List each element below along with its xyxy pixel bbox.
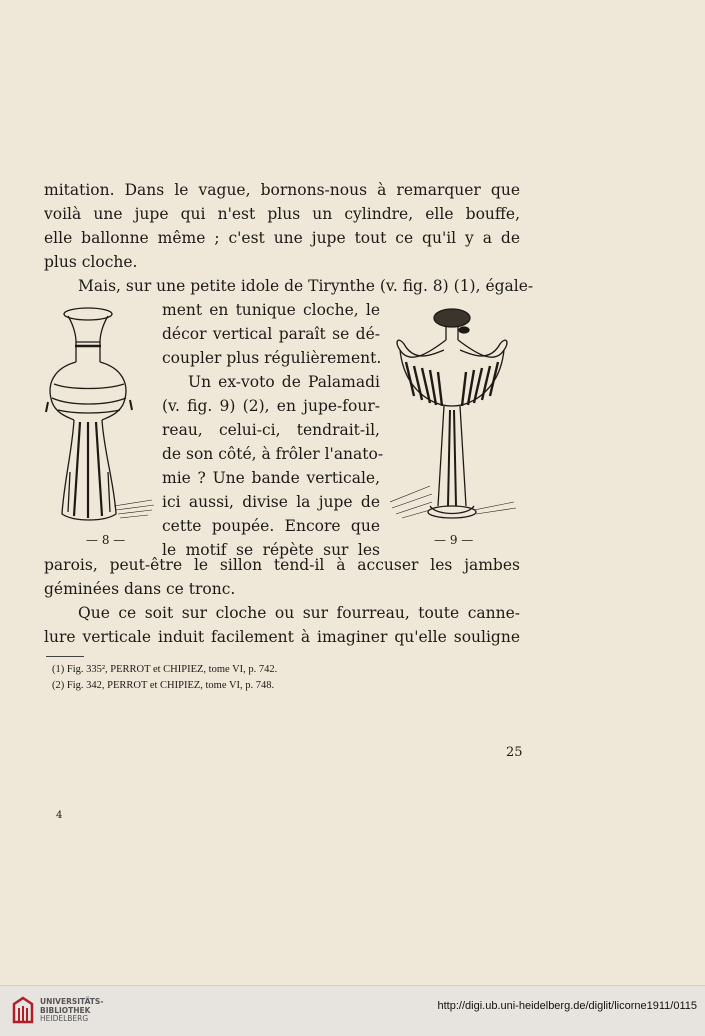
figure-9-caption: — 9 —: [434, 533, 474, 547]
text-line: (v. fig. 9) (2), en jupe-four-: [162, 397, 380, 415]
page-url-link[interactable]: http://digi.ub.uni-heidelberg.de/diglit/licorne1911/0115: [437, 1000, 697, 1012]
printer-signature: 4: [56, 810, 63, 821]
text-line: de son côté, à frôler l'anato-: [162, 445, 384, 463]
page-number: 25: [506, 745, 523, 760]
text-line: elle ballonne même ; c'est une jupe tout ce qu'il y a de: [44, 229, 520, 247]
footnote: (2) Fig. 342, PERROT et CHIPIEZ, tome VI, p. 748.: [52, 680, 275, 691]
figure-8-caption: — 8 —: [86, 533, 126, 547]
library-name-line: HEIDELBERG: [40, 1014, 89, 1023]
university-library-logo-icon: [10, 994, 36, 1026]
text-line-indent: Un ex-voto de Palamadi: [188, 373, 380, 391]
viewer-footer: [0, 985, 705, 1036]
text-line-indent: Que ce soit sur cloche ou sur fourreau, toute canne-: [78, 604, 520, 622]
text-line: plus cloche.: [44, 253, 138, 271]
text-line: cette poupée. Encore que: [162, 517, 380, 535]
text-line-indent: Mais, sur une petite idole de Tirynthe (v. fig. 8) (1), égale-: [78, 277, 534, 295]
text-line: décor vertical paraît se dé-: [162, 325, 380, 343]
text-line: lure verticale induit facilement à imaginer qu'elle souligne: [44, 628, 520, 646]
footnote: (1) Fig. 335², PERROT et CHIPIEZ, tome VI, p. 742.: [52, 664, 278, 675]
library-name-line: UNIVERSITÄTS-: [40, 997, 104, 1006]
footnote-rule: [46, 656, 84, 657]
text-line: parois, peut-être le sillon tend-il à accuser les jambes: [44, 556, 520, 574]
text-line: ment en tunique cloche, le: [162, 301, 380, 319]
text-line: ici aussi, divise la jupe de: [162, 493, 380, 511]
text-line: reau, celui-ci, tendrait-il,: [162, 421, 380, 439]
library-name: [40, 998, 103, 1024]
text-line: le motif se répète sur les: [162, 541, 380, 559]
text-line: voilà une jupe qui n'est plus un cylindre, elle bouffe,: [44, 205, 520, 223]
text-line: coupler plus régulièrement.: [162, 349, 382, 367]
text-line: géminées dans ce tronc.: [44, 580, 236, 598]
text-line: mitation. Dans le vague, bornons-nous à remarquer que: [44, 181, 520, 199]
text-line: mie ? Une bande verticale,: [162, 469, 380, 487]
figure-9-ex-voto-illustration: [390, 306, 520, 528]
library-name-line: BIBLIOTHEK: [40, 1005, 91, 1015]
figure-8-idol-illustration: [44, 302, 156, 528]
